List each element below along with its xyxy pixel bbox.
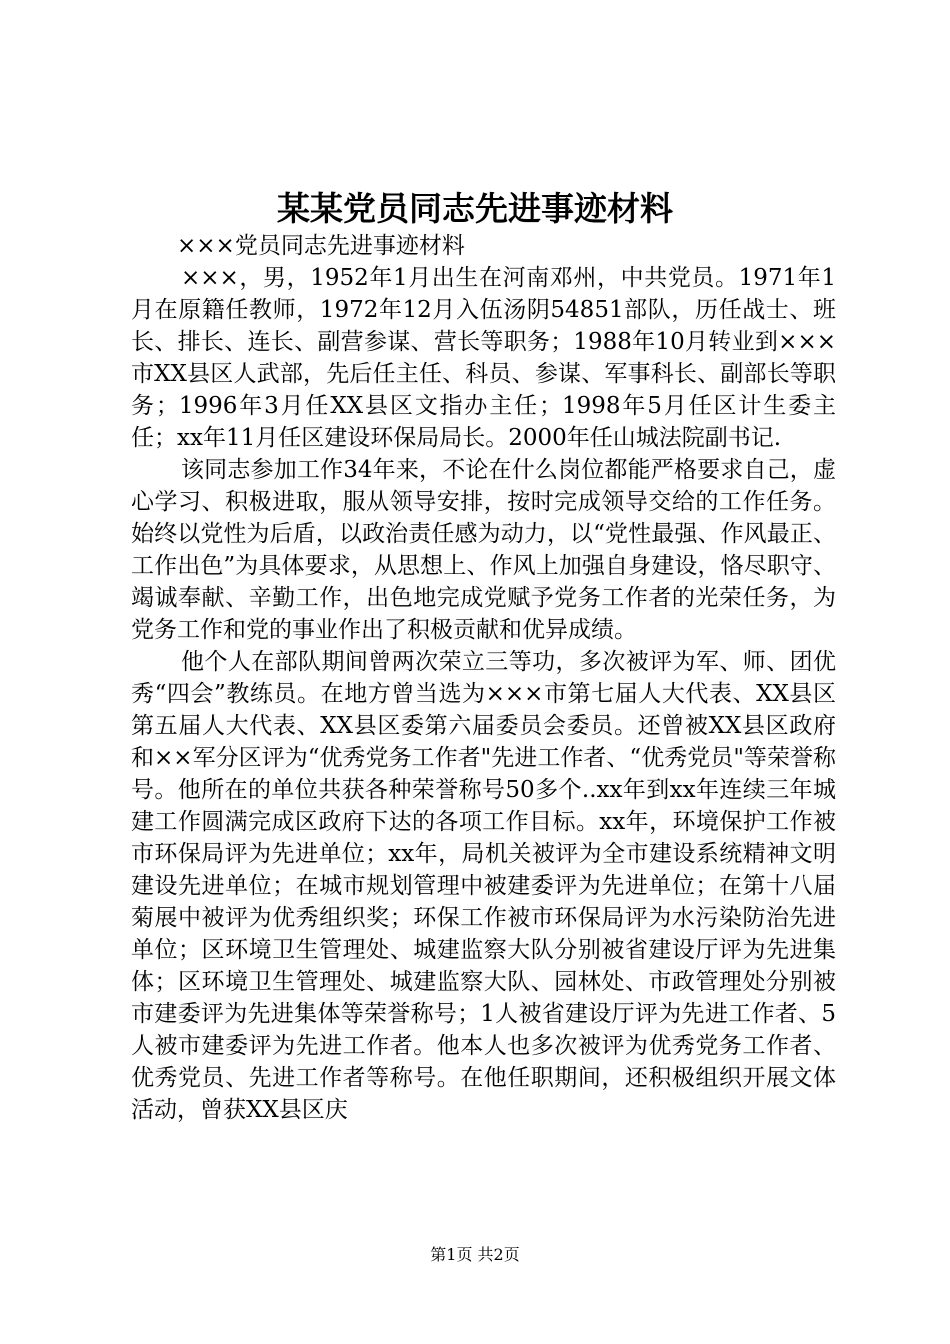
paragraph-personal-info: ×××，男，1952年1月出生在河南邓州，中共党员。1971年1月在原籍任教师，1972年12月入伍汤阴54851部队，历任战士、班长、排长、连长、副营参谋、营长等职务；1988年10月转业到×××市XX县区人武部，先后任主任、科员、参谋、军事科长、副部长等职务；1996年3月任XX县区文指办主任；1998年5月任区计生委主任；xx年11月任区建设环保局局长。2000年任山城法院副书记. xyxy=(131,265,836,451)
document-body xyxy=(131,230,836,1126)
document-title: 某某党员同志先进事迹材料 xyxy=(277,189,673,228)
document-subtitle: ×××党员同志先进事迹材料 xyxy=(177,233,465,259)
page-footer: 第1页 共2页 xyxy=(430,1245,520,1264)
paragraph-work-attitude: 该同志参加工作34年来，不论在什么岗位都能严格要求自己，虚心学习、积极进取，服从领导安排，按时完成领导交给的工作任务。始终以党性为后盾，以政治责任感为动力，以“党性最强、作风最正、工作出色”为具体要求，从思想上、作风上加强自身建设，恪尽职守、竭诚奉献、辛勤工作，出色地完成党赋予党务工作者的光荣任务，为党务工作和党的事业作出了积极贡献和优异成绩。 xyxy=(131,457,836,643)
paragraph-honors: 他个人在部队期间曾两次荣立三等功，多次被评为军、师、团优秀“四会”教练员。在地方曾当选为×××市第七届人大代表、XX县区第五届人大代表、XX县区委第六届委员会委员。还曾被XX县区政府和××军分区评为“优秀党务工作者"先进工作者、“优秀党员"等荣誉称号。他所在的单位共获各种荣誉称号50多个..xx年到xx年连续三年城建工作圆满完成区政府下达的各项工作目标。xx年，环境保护工作被市环保局评为先进单位；xx年，局机关被评为全市建设系统精神文明建设先进单位；在城市规划管理中被建委评为先进单位；在第十八届菊展中被评为优秀组织奖；环保工作被市环保局评为水污染防治先进单位；区环境卫生管理处、城建监察大队分别被省建设厅评为先进集体；区环境卫生管理处、城建监察大队、园林处、市政管理处分别被市建委评为先进集体等荣誉称号；1人被省建设厅评为先进工作者、5人被市建委评为先进工作者。他本人也多次被评为优秀党务工作者、优秀党员、先进工作者等称号。在他任职期间，还积极组织开展文体活动，曾获XX县区庆 xyxy=(131,649,836,1123)
